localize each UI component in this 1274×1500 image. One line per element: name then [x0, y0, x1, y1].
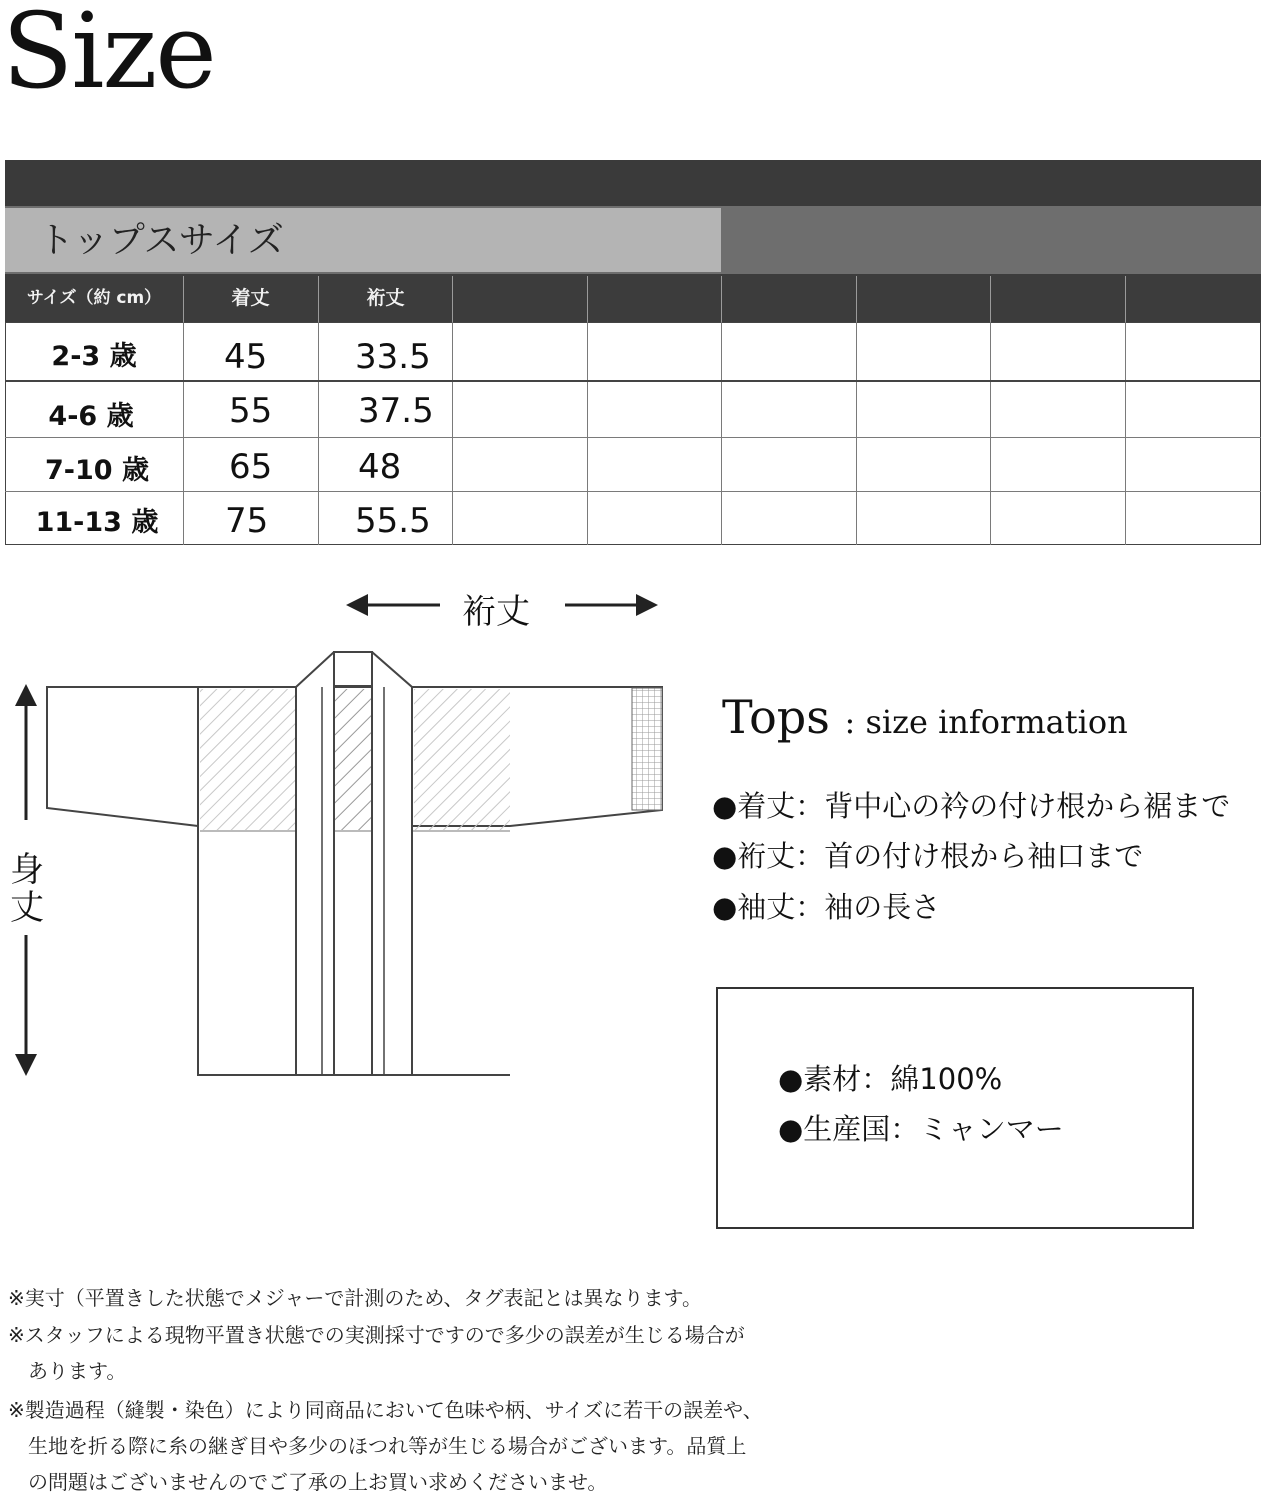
column-divider — [587, 322, 588, 545]
header-divider — [183, 276, 184, 322]
column-divider — [856, 322, 857, 545]
tops-title-text: Tops — [722, 690, 830, 744]
header-divider — [856, 276, 857, 322]
center-pattern — [334, 689, 372, 831]
row-size: 11-13 歳 — [35, 507, 159, 538]
column-divider — [990, 322, 991, 545]
row-divider — [5, 491, 1261, 492]
page-title: Size — [2, 0, 215, 112]
note-line: ※製造過程（縫製・染色）により同商品において色味や柄、サイズに若干の誤差や、 — [8, 1398, 763, 1422]
note-line: の問題はございませんのでご了承の上お買い求めくださいませ。 — [8, 1470, 608, 1494]
diagram-body-label-1: 身 — [10, 850, 44, 890]
tops-title — [722, 690, 1128, 744]
row-length: 55 — [229, 391, 273, 431]
left-shoulder-pattern — [200, 689, 296, 831]
left-sleeve — [47, 687, 198, 826]
note-line: 生地を折る際に糸の継ぎ目や多少のほつれ等が生じる場合がございます。品質上 — [8, 1434, 747, 1458]
row-size: 7-10 歳 — [45, 455, 149, 486]
tops-subtitle: : size information — [844, 703, 1128, 741]
row-sleeve: 48 — [358, 447, 402, 487]
sleeve-cuff — [632, 688, 662, 810]
material-item: ●素材：綿100% — [778, 1062, 1003, 1096]
header-divider — [452, 276, 453, 322]
row-length: 75 — [225, 501, 269, 541]
info-bullet: ●裄丈：首の付け根から袖口まで — [712, 839, 1144, 873]
header-divider — [318, 276, 319, 322]
info-bullet: ●袖丈：袖の長さ — [712, 890, 941, 924]
header-divider — [587, 276, 588, 322]
diagram-body-label-2: 丈 — [10, 888, 44, 928]
garment-diagram — [0, 570, 700, 1090]
row-sleeve: 55.5 — [355, 501, 431, 541]
row-sleeve: 33.5 — [355, 337, 431, 377]
table-top-bar — [5, 160, 1261, 206]
column-divider — [452, 322, 453, 545]
row-sleeve: 37.5 — [358, 391, 434, 431]
diagram-sleeve-label: 裄丈 — [462, 592, 530, 632]
row-size: 4-6 歳 — [48, 401, 134, 432]
info-bullet: ●着丈：背中心の衿の付け根から裾まで — [712, 789, 1231, 823]
material-box — [716, 987, 1194, 1229]
header-divider — [990, 276, 991, 322]
row-length: 65 — [229, 447, 273, 487]
column-divider — [318, 322, 319, 545]
column-divider — [721, 322, 722, 545]
row-divider — [5, 380, 1261, 382]
row-length: 45 — [224, 337, 268, 377]
row-size: 2-3 歳 — [51, 341, 137, 372]
header-divider — [721, 276, 722, 322]
header-length: 着丈 — [231, 287, 270, 309]
row-divider — [5, 437, 1261, 438]
header-divider — [1125, 276, 1126, 322]
table-section-label: トップスサイズ — [38, 220, 284, 261]
note-line: ※実寸（平置きした状態でメジャーで計測のため、タグ表記とは異なります。 — [8, 1286, 702, 1310]
header-size: サイズ（約 cm） — [26, 288, 162, 308]
right-shoulder-pattern — [414, 689, 510, 831]
table-body — [5, 322, 1261, 545]
column-divider — [1125, 322, 1126, 545]
note-line: ※スタッフによる現物平置き状態での実測採寸ですので多少の誤差が生じる場合が — [8, 1323, 745, 1347]
note-line: あります。 — [8, 1359, 127, 1383]
header-sleeve: 裄丈 — [366, 287, 405, 309]
origin-item: ●生産国：ミャンマー — [778, 1112, 1064, 1146]
